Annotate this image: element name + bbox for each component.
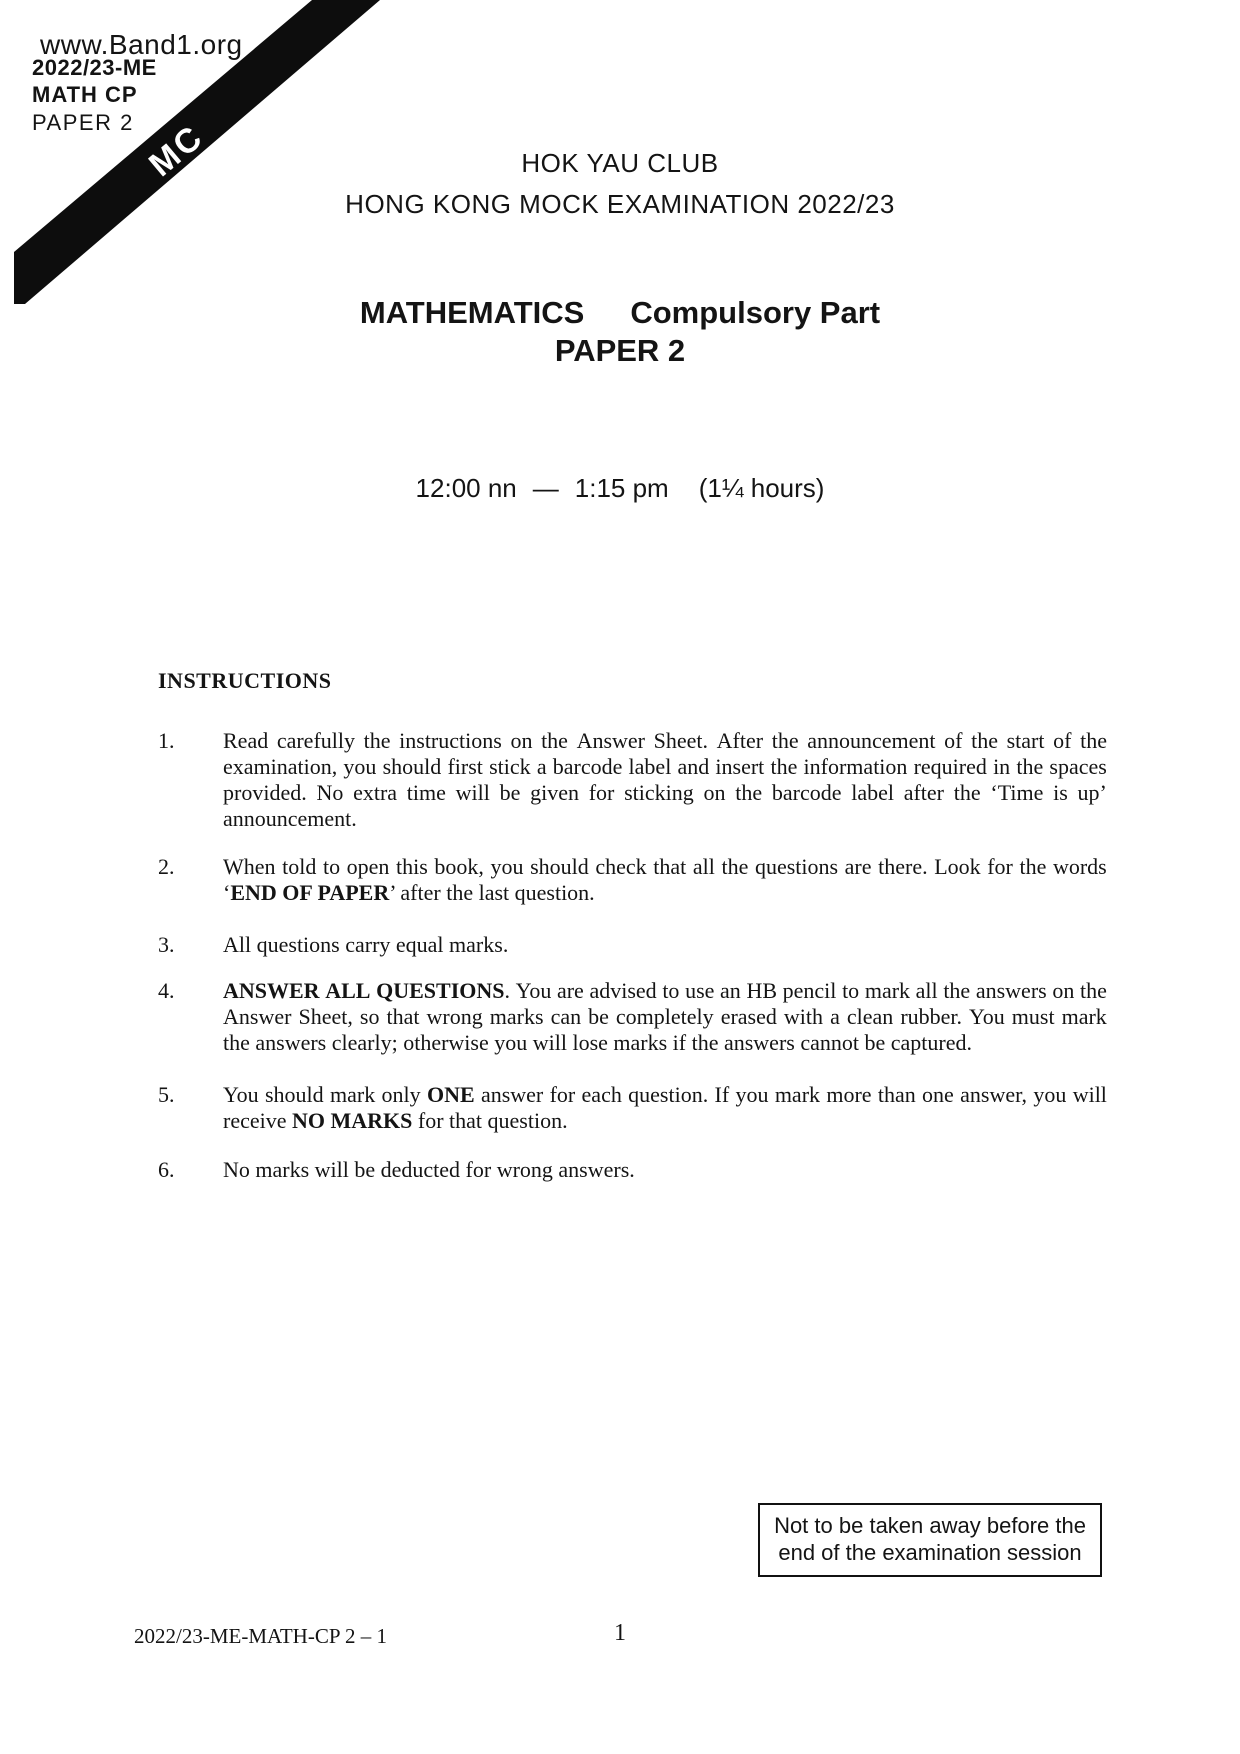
instruction-line: No marks will be deducted for wrong answers. xyxy=(223,1157,635,1182)
instructions-section xyxy=(158,668,1107,1183)
end-time: 1:15 pm xyxy=(574,473,669,503)
instruction-item xyxy=(158,932,1107,958)
subject-title: MATHEMATICS xyxy=(359,295,585,330)
instruction-item xyxy=(158,1082,1107,1134)
instruction-number: 2. xyxy=(158,854,175,879)
paper-code: PAPER 2 xyxy=(32,110,134,135)
notice-line-1: Not to be taken away before the xyxy=(774,1513,1086,1538)
instruction-line: the answers clearly; otherwise you will lose marks if the answers cannot be captured. xyxy=(223,1030,972,1055)
paper-title: PAPER 2 xyxy=(554,333,686,368)
examination-title: HONG KONG MOCK EXAMINATION 2022/23 xyxy=(345,189,895,219)
instruction-number: 3. xyxy=(158,932,175,957)
instruction-number: 6. xyxy=(158,1157,175,1182)
start-time: 12:00 nn xyxy=(415,473,517,503)
instruction-item xyxy=(158,978,1107,1056)
instruction-line: examination, you should first stick a barcode label and insert the information required in the spaces xyxy=(223,754,1107,779)
session-code: 2022/23-ME xyxy=(32,55,157,80)
instructions-list xyxy=(158,728,1107,1183)
subject-title-line xyxy=(0,294,1240,331)
exam-time-line xyxy=(0,473,1240,504)
instruction-number: 4. xyxy=(158,978,175,1003)
instructions-heading: INSTRUCTIONS xyxy=(158,668,332,693)
subject-code: MATH CP xyxy=(32,82,138,107)
footer-paper-code: 2022/23-ME-MATH-CP 2 – 1 xyxy=(134,1624,387,1648)
instruction-line: announcement. xyxy=(223,806,357,831)
organisation-name: HOK YAU CLUB xyxy=(521,148,719,178)
instruction-line: Read carefully the instructions on the Answer Sheet. After the announcement of the start of the xyxy=(223,728,1107,753)
page-number: 1 xyxy=(614,1620,626,1646)
notice-line-2: end of the examination session xyxy=(778,1540,1082,1565)
instruction-line: provided. No extra time will be given for sticking on the barcode label after the ‘Time is up’ xyxy=(223,780,1107,805)
instruction-line: You should mark only ONE answer for each question. If you mark more than one answer, you will xyxy=(223,1082,1107,1107)
banner-mc-label: MC xyxy=(141,117,212,185)
instruction-item xyxy=(158,1157,1107,1183)
instruction-item xyxy=(158,854,1107,906)
instruction-number: 5. xyxy=(158,1082,175,1107)
notice-box xyxy=(758,1503,1102,1577)
website-watermark: www.Band1.org xyxy=(40,29,243,60)
instruction-number: 1. xyxy=(158,728,175,753)
instruction-line: ‘END OF PAPER’ after the last question. xyxy=(223,880,595,905)
instruction-line: receive NO MARKS for that question. xyxy=(223,1108,568,1133)
instruction-line: Answer Sheet, so that wrong marks can be completely erased with a clean rubber. You must mark xyxy=(223,1004,1107,1029)
instruction-item xyxy=(158,728,1107,832)
instruction-line: ANSWER ALL QUESTIONS. You are advised to use an HB pencil to mark all the answers on the xyxy=(223,978,1107,1003)
duration: (1¼ hours) xyxy=(698,473,825,503)
subject-part: Compulsory Part xyxy=(630,295,881,330)
time-dash: — xyxy=(532,473,559,503)
instruction-line: All questions carry equal marks. xyxy=(223,932,509,957)
instruction-line: When told to open this book, you should check that all the questions are there. Look for the words xyxy=(223,854,1107,879)
